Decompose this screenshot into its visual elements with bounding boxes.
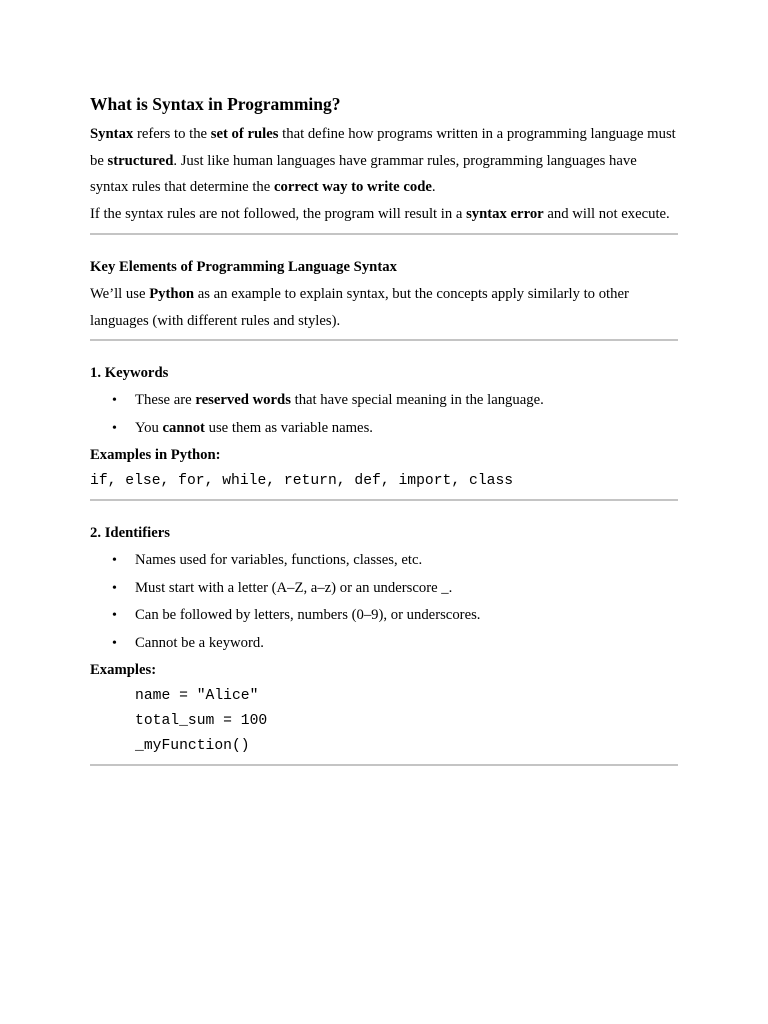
bullet-list (90, 387, 678, 442)
keywords-section (90, 341, 678, 494)
identifiers-section (90, 501, 678, 759)
list-item: • These are reserved words that have special meaning in the language. (90, 387, 678, 415)
term-structured: structured (107, 152, 174, 169)
list-item: • You cannot use them as variable names. (90, 415, 678, 443)
examples-label: Examples: (90, 662, 157, 679)
list-item: • Names used for variables, functions, classes, etc. (90, 547, 678, 575)
term-correct-way: correct way to write code (273, 179, 432, 196)
code-example: total_sum = 100 (135, 713, 268, 730)
intro-section (90, 121, 678, 228)
term-python: Python (149, 285, 195, 302)
divider (90, 764, 678, 766)
intro-paragraph-1: Syntax refers to the set of rules that define how programs written in a programming language must be structured. Just like human languages have grammar rules, programming languages have syntax rules that determine the correct way to write code. (90, 126, 676, 196)
section-heading: 2. Identifiers (90, 525, 170, 542)
section-heading: 1. Keywords (90, 365, 169, 382)
term-cannot: cannot (162, 419, 205, 436)
page-title: What is Syntax in Programming? (90, 94, 341, 114)
key-elements-paragraph: We’ll use Python as an example to explain syntax, but the concepts apply similarly to other languages (with different rules and styles). (90, 285, 629, 329)
list-item: • Must start with a letter (A–Z, a–z) or an underscore _. (90, 575, 678, 603)
document-content (90, 91, 678, 766)
code-example: if, else, for, while, return, def, import, class (90, 473, 514, 490)
code-example: name = "Alice" (135, 688, 259, 705)
section-heading: Key Elements of Programming Language Syntax (90, 258, 397, 275)
key-elements-section (90, 235, 678, 334)
term-syntax-error: syntax error (466, 206, 544, 223)
bullet-list (90, 547, 678, 657)
term-reserved-words: reserved words (195, 392, 291, 409)
list-item: • Cannot be a keyword. (90, 630, 678, 658)
intro-paragraph-2: If the syntax rules are not followed, the program will result in a syntax error and will not execute. (90, 206, 670, 223)
term-syntax: Syntax (90, 126, 134, 142)
term-set-of-rules: set of rules (210, 126, 279, 142)
code-example: _myFunction() (135, 738, 250, 755)
examples-label: Examples in Python: (90, 447, 221, 464)
list-item: • Can be followed by letters, numbers (0–9), or underscores. (90, 602, 678, 630)
